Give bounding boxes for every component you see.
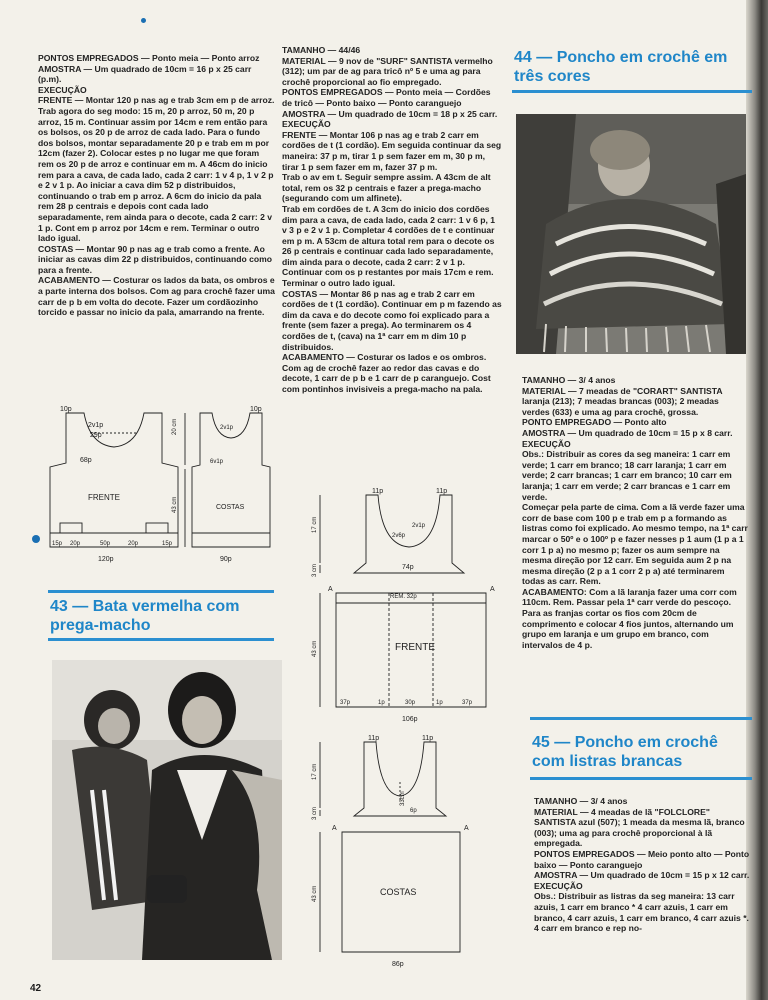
d3-43cm: 43 cm xyxy=(312,885,318,902)
d1-43cm: 43 cm xyxy=(172,496,178,513)
col2-material: MATERIAL — 9 nov de "SURF" SANTISTA vermelho (312); um par de ag para tricô nº 5 e uma ag para crochê proporcional ao fio empregado. xyxy=(282,55,493,87)
col2-costas: COSTAS — Montar 86 p nas ag e trab 2 carr em cordões de t (1 cordão). Continuar em p m fazendo as dim da cava e do decote como foi explicado para a frente (sem fazer a prega). Ao terminarem os 4 cordões de t, (cava) na 1ª carr em m dim 10 p distribuidos. xyxy=(282,288,502,352)
title-45: 45 — Poncho em crochê com listras brancas xyxy=(532,734,718,770)
page-number: 42 xyxy=(30,983,42,994)
col3-material: MATERIAL — 7 meadas de "CORART" SANTISTA laranja (213); 7 meadas brancas (003); 2 meadas verdes (633) e uma ag para crochê, grossa. xyxy=(522,385,723,417)
d2-1p-b: 1p xyxy=(436,700,443,706)
d1-20p-a: 20p xyxy=(70,541,81,547)
col3-amostra45: AMOSTRA — Um quadrado de 10cm = 15 p x 12 carr. xyxy=(534,870,750,881)
d1-15p-b: 15p xyxy=(162,541,173,547)
d2-74p: 74p xyxy=(402,564,414,571)
photo-poncho-tres-cores xyxy=(516,114,746,354)
col3-ponto: PONTO EMPREGADO — Ponto alto xyxy=(522,417,667,428)
col2-amostra: AMOSTRA — Um quadrado de 10cm = 18 p x 25 carr. xyxy=(282,108,498,119)
col3-tamanho: TAMANHO — 3/ 4 anos xyxy=(522,375,616,385)
d2-43cm: 43 cm xyxy=(312,640,318,657)
col3-obs: Obs.: Distribuir as cores da seg maneira: 1 carr em verde; 1 carr em branco; 18 carr laranja; 1 carr em verde; 2 carr brancas; 1 carr em branco; 10 carr em laranja; 1 carr em verde; 2 carr brancas e 1 carr em verde. xyxy=(522,449,732,502)
col3-execucao45: EXECUÇÃO xyxy=(534,880,583,891)
col2-tamanho: TAMANHO — 44/46 xyxy=(282,45,361,55)
d3-A-right: A xyxy=(464,825,469,832)
col1-frente: FRENTE — Montar 120 p nas ag e trab 3cm em p de arroz. Trab agora do seg modo: 15 m, 20 p arroz, 50 m, 20 p arroz, 15 m. Continuar assim por 14cm e rem então para os bolsos, os 20 p de arroz de cada lado. Para o fundo dos bolsos, montar separadamente 20 p e trab em m por 12cm (fazer 2). Colocar estes p no lugar me que foram rem os 20 p de arroz e continuar em m. A 46cm do inicio rem para a cava, de cada lado, cada 2 carr: 1 v 4 p, 1 v 2 p e 2 v 1 p. Ao iniciar a cava dim 52 p distribuidos, continuando o trab em p arroz. A 6cm do inicio da pala rem 28 p centrais e depois cont cada lado separadamente, rem ainda para o decote, cada 2 carr: 2 v 1 p. Cont em p arroz por 14cm e rem. Terminar o outro lado igual. xyxy=(38,95,275,244)
d1-10p-right: 10p xyxy=(250,406,262,413)
d2-frente: FRENTE xyxy=(395,642,435,653)
title-45-rule-top xyxy=(530,717,752,720)
d3-6p: 6p xyxy=(410,808,417,814)
d3-86p: 86p xyxy=(392,961,404,968)
d2-rem: REM. 32p xyxy=(390,594,417,600)
col3-comecar: Começar pela parte de cima. Com a lã verde fazer uma corr de base com 100 p e trab em p a formando as listras como foi explicado. Ao mesmo tempo, na 1ª carr marcar o 50º e o 100º p e fazer nesses p 1 aum (1 p a 1 corr 1 p a) no mesmo p; fazer os aum sempre na mesma direção por 12 carr. Em seguida aum 2 p na mesma direção (2 p a 1 corr 2 p a) até terminarem todas as carr. Rem. xyxy=(522,502,748,587)
column-1-text xyxy=(38,53,276,318)
column-3-text xyxy=(522,375,748,650)
title-43-rule-bottom xyxy=(48,638,274,641)
d2-2v1p: 2v1p xyxy=(412,523,426,529)
col1-pontos: PONTOS EMPREGADOS — Ponto meia — Ponto arroz xyxy=(38,53,260,63)
d1-costas: COSTAS xyxy=(216,504,245,511)
d1-15p-a: 15p xyxy=(52,541,63,547)
d2-30p: 30p xyxy=(405,700,416,706)
title-44: 44 — Poncho em crochê em três cores xyxy=(514,49,728,85)
col2-pontos: PONTOS EMPREGADOS — Ponto meia — Cordões de tricô — Ponto baixo — Ponto caranguejo xyxy=(282,87,491,108)
col2-frente: FRENTE — Montar 106 p nas ag e trab 2 carr em cordões de t (1 cordão). Em seguida continuar da seg maneira: 37 p m, tirar 1 p sem fazer em m, 30 p m, tirar 1 p sem fazer em m, fazer 37 p m. xyxy=(282,129,502,172)
col1-acabamento: ACABAMENTO — Costurar os lados da bata, os ombros e a parte interna dos bolsos. Com ag para crochê fazer uma carr de p b em volta do decote. Fazer um cordãozinho torcido e passar no inicio da pala, amarrando na frente. xyxy=(38,275,275,318)
d3-17cm: 17 cm xyxy=(312,763,318,780)
d1-20cm: 20 cm xyxy=(172,418,178,435)
d3-11p-b: 11p xyxy=(422,735,434,742)
d3-A-left: A xyxy=(332,825,337,832)
d1-frente: FRENTE xyxy=(88,493,120,502)
title-44-rule xyxy=(512,90,752,93)
d2-37p-a: 37p xyxy=(340,700,351,706)
col2-frente3: Trab em cordões de t. A 3cm do inicio dos cordões dim para a cava, de cada lado, cada 2 carr: 1 v 6 p, 1 v 3 p e 2 v 1 p. Completar 4 cordões de t e continuar em p m. A 53cm de altura total rem para o decote os 26 p centrais e continuar cada lado separadamente, dim ainda para o decote, cada 2 carr: 2 v 1 p. Continuar com os p restantes por mais 17cm e rem. Terminar o outro lado igual. xyxy=(282,203,496,289)
d2-1p-a: 1p xyxy=(378,700,385,706)
d3-33cm: 33cm xyxy=(400,791,406,806)
title-43-rule-top xyxy=(48,590,274,593)
col2-execucao: EXECUÇÃO xyxy=(282,119,331,130)
d2-37p-b: 37p xyxy=(462,700,473,706)
d1-120p: 120p xyxy=(98,556,114,563)
col3-acabamento: ACABAMENTO: Com a lã laranja fazer uma corr com 110cm. Rem. Passar pela 1ª carr verde do pescoço. Para as franjas cortar os fios com 20cm de comprimento e colocar 4 fios juntos, alternando um grupo em laranja e um grupo em branco, com intervalos de 4 p. xyxy=(522,586,737,650)
column-3b-text xyxy=(534,796,750,934)
d1-2v1p: 2v1p xyxy=(88,422,104,429)
d3-11p-a: 11p xyxy=(368,735,380,742)
d1-6v1p: 6v1p xyxy=(210,459,224,465)
d1-90p: 90p xyxy=(220,556,232,563)
col3-pontos45: PONTOS EMPREGADOS — Meio ponto alto — Ponto baixo — Ponto caranguejo xyxy=(534,848,750,870)
col2-acabamento: ACABAMENTO — Costurar os lados e os ombros. Com ag de crochê fazer ao redor das cavas e do decote, 1 carr de p b e 1 carr de p caranguejo. Cost com pontinhos invisiveis a prega-macho na pala. xyxy=(282,352,491,394)
blue-dot-top xyxy=(141,18,146,23)
col1-amostra: AMOSTRA — Um quadrado de 10cm = 16 p x 25 carr (p.m). xyxy=(38,63,252,85)
d2-2v6p: 2v6p xyxy=(392,533,406,539)
column-2-text xyxy=(282,45,502,395)
col2-frente2: Trab o av em t. Seguir sempre assim. A 43cm de alt total, rem os 32 p centrais e fazer a prega-macho (segurando com um alfinete). xyxy=(282,172,491,204)
title-43: 43 — Bata vermelha com prega-macho xyxy=(50,598,240,634)
col3-obs45: Obs.: Distribuir as listras da seg maneira: 13 carr azuis, 1 carr em branco * 4 carr azuis, 1 carr em branco, 4 carr azuis, 1 carr em branco, 4 carr azuis *. 4 carr em branco e rep no- xyxy=(534,891,749,934)
d2-3cm: 3 cm xyxy=(312,563,318,577)
d1-20p-b: 20p xyxy=(128,541,139,547)
d3-costas: COSTAS xyxy=(380,887,417,897)
col3-material45: MATERIAL — 4 meadas de lã "FOLCLORE" SANTISTA azul (507); 1 meada da mesma lã, branco (003); uma ag para crochê proporcional à lã empregada. xyxy=(534,806,745,849)
d2-A-right: A xyxy=(490,586,495,593)
diagram-bata-43-costas xyxy=(290,730,505,970)
diagram-bata-43-frente xyxy=(290,485,505,725)
diagram-bata-pieces xyxy=(40,405,280,570)
d2-A-left: A xyxy=(328,586,333,593)
col1-execucao: EXECUÇÃO xyxy=(38,84,87,95)
title-45-rule-bottom xyxy=(530,777,752,780)
col1-costas: COSTAS — Montar 90 p nas ag e trab como a frente. Ao iniciar as cavas dim 22 p distribuidos, continuando como para a frente. xyxy=(38,243,272,275)
d2-17cm: 17 cm xyxy=(312,516,318,533)
d1-68p: 68p xyxy=(80,457,92,464)
col3-execucao: EXECUÇÃO xyxy=(522,438,571,449)
col3-amostra: AMOSTRA — Um quadrado de 10cm = 15 p x 8 carr. xyxy=(522,427,733,438)
d2-11p-a: 11p xyxy=(372,488,384,495)
col3-tamanho45: TAMANHO — 3/ 4 anos xyxy=(534,796,628,806)
photo-bata-vermelha xyxy=(52,660,282,960)
d2-106p: 106p xyxy=(402,716,418,723)
d2-11p-b: 11p xyxy=(436,488,448,495)
d1-2v1p-right: 2v1p xyxy=(220,425,234,431)
blue-dot-left xyxy=(32,535,40,543)
d1-29p: 29p xyxy=(90,432,102,439)
d3-3cm: 3 cm xyxy=(312,806,318,820)
d1-50p: 50p xyxy=(100,541,111,547)
d1-10p-left: 10p xyxy=(60,406,72,413)
